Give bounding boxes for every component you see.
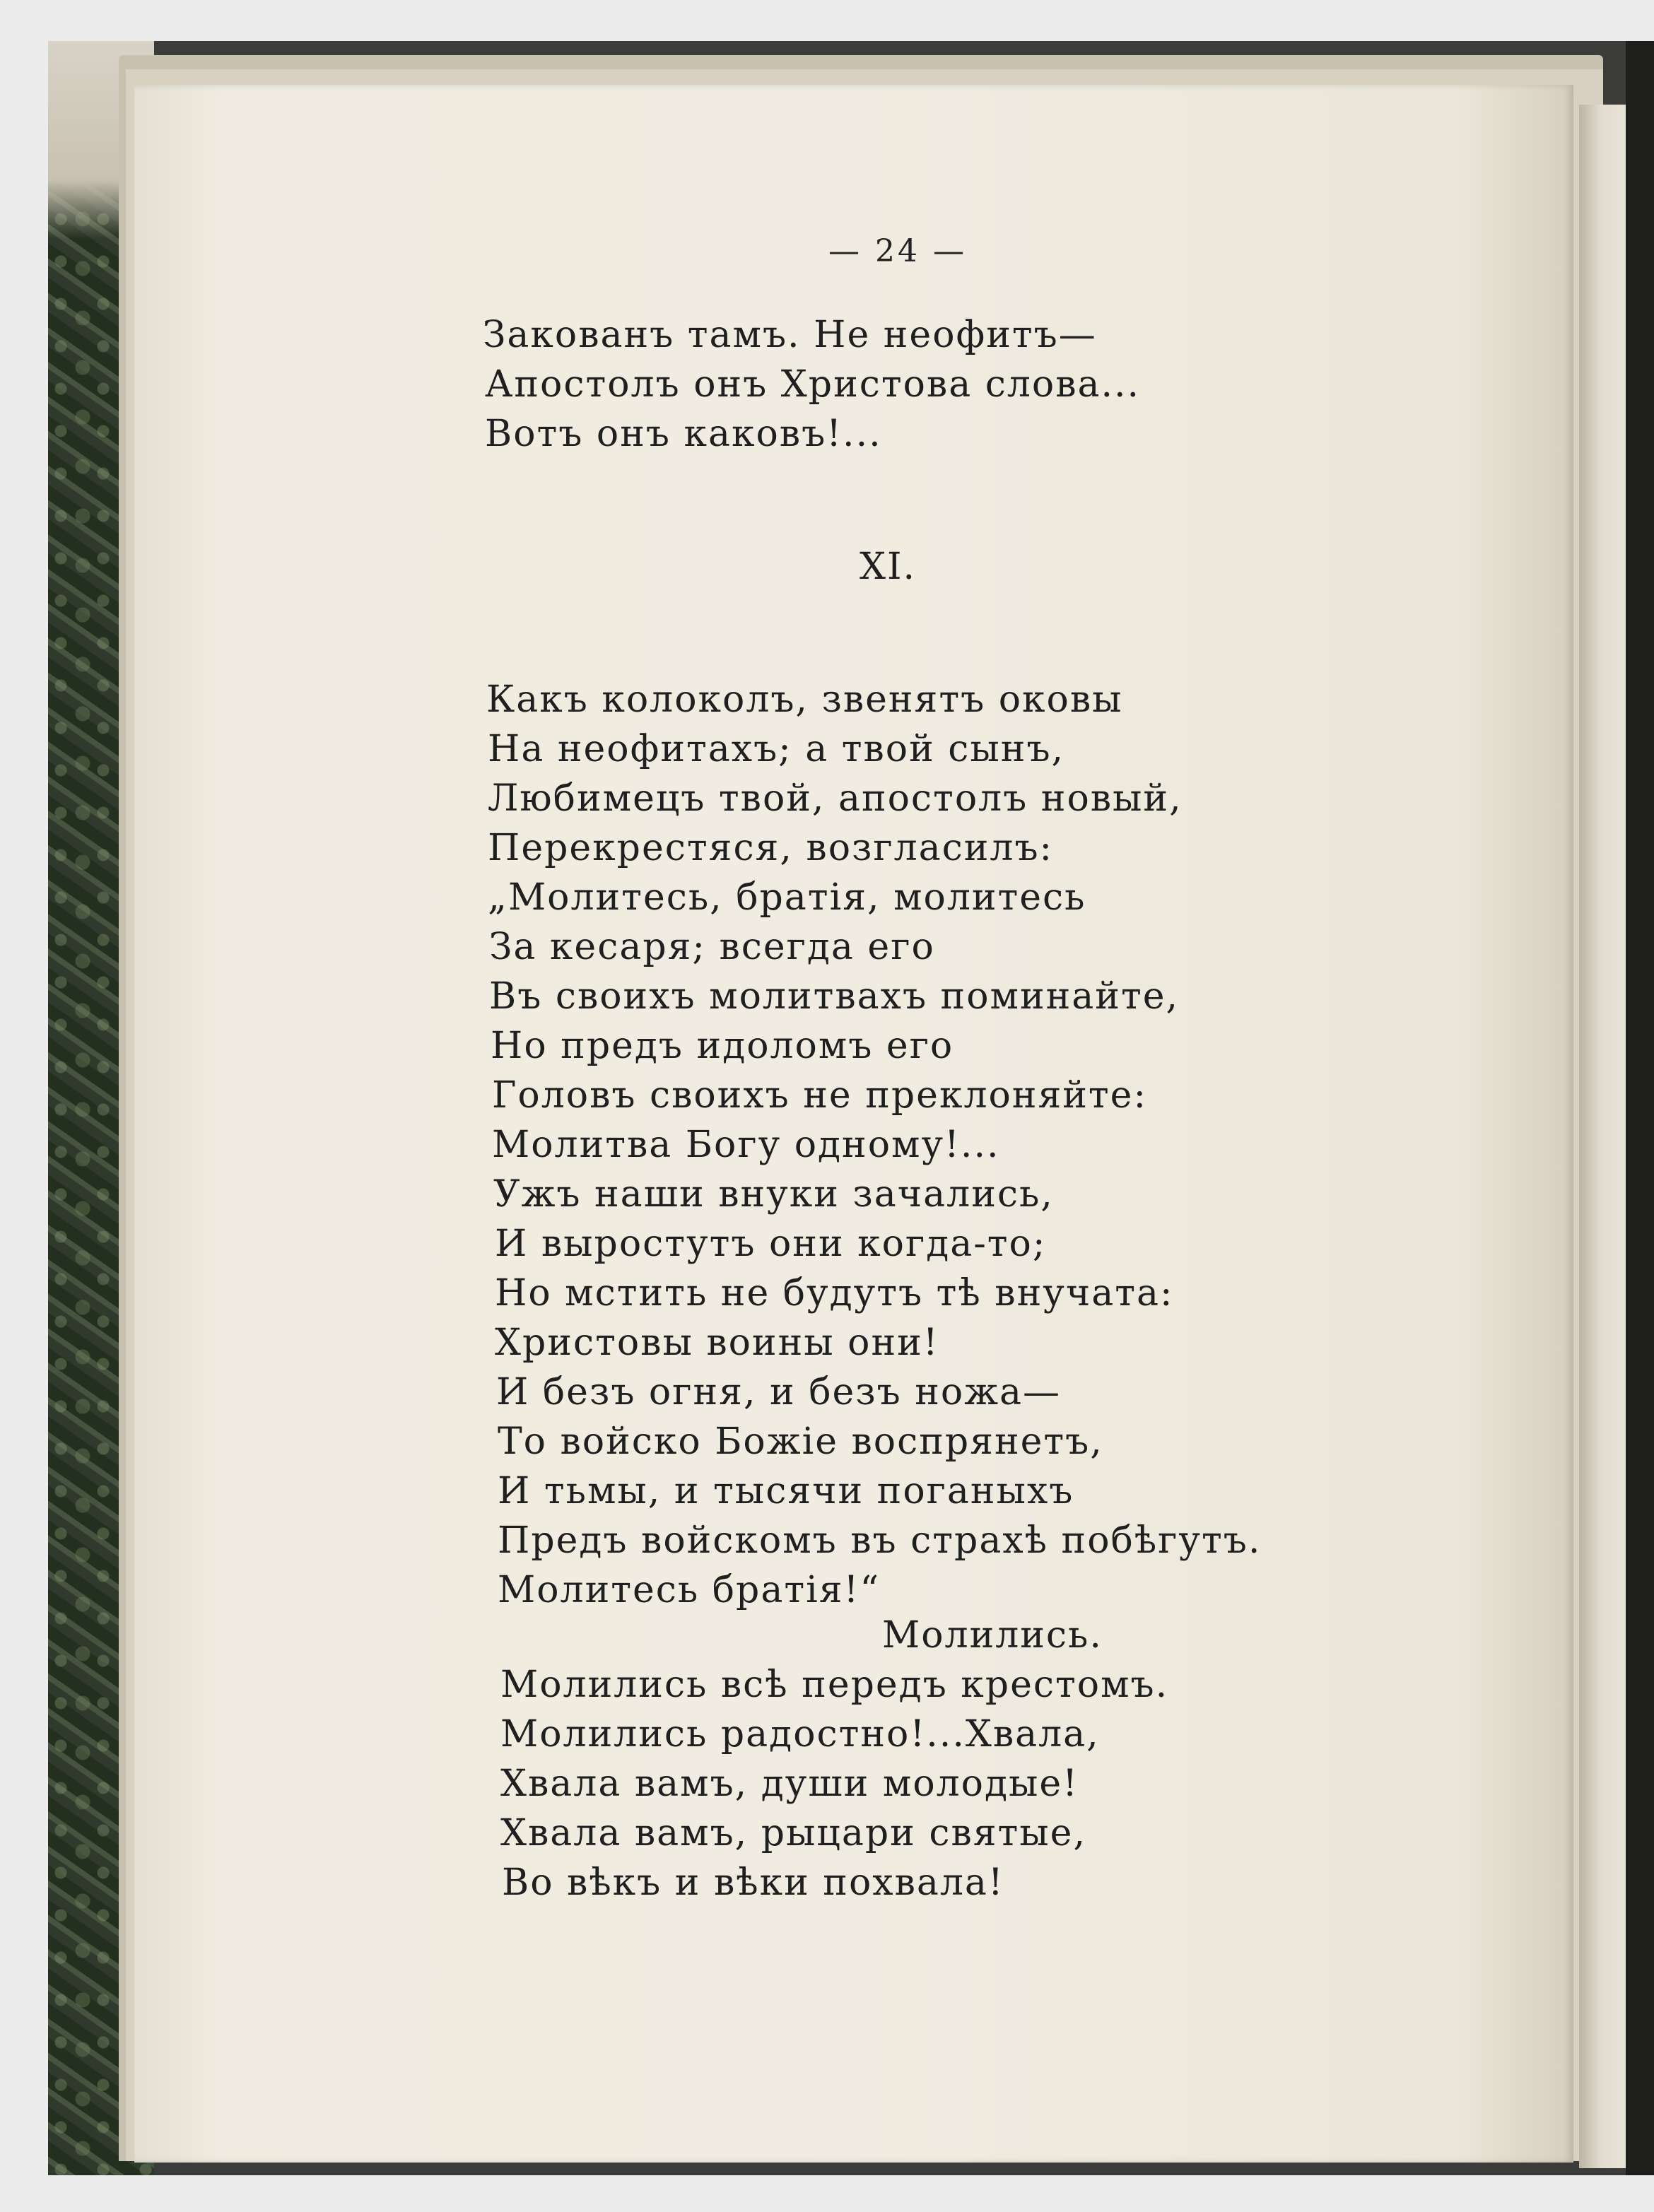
poem-line: Предъ войскомъ въ страхѣ побѣгутъ.: [498, 1519, 1262, 1562]
intro-line: Закованъ тамъ. Не неофитъ—: [483, 314, 1097, 356]
closing-line: Молились радостно!...Хвала,: [500, 1713, 1100, 1755]
poem-line: Молитва Богу одному!...: [492, 1124, 1000, 1166]
poem-line: То войско Божіе воспрянетъ,: [498, 1420, 1103, 1463]
poem-line: Ужъ наши внуки зачались,: [493, 1173, 1054, 1216]
poem-line: И выростутъ они когда-то;: [495, 1223, 1047, 1265]
closing-line: Молились всѣ передъ крестомъ.: [500, 1664, 1169, 1706]
poem-line: Молитесь братія!“: [498, 1569, 881, 1611]
poem-line: На неофитахъ; а твой сынъ,: [488, 728, 1065, 770]
poem-line: Любимецъ твой, апостолъ новый,: [488, 777, 1183, 820]
intro-line: Апостолъ онъ Христова слова...: [485, 363, 1141, 406]
poem-line: Но предъ идоломъ его: [491, 1025, 954, 1067]
poem-line: За кесаря; всегда его: [489, 926, 935, 968]
section-title: XI.: [860, 546, 917, 588]
page-number: — 24 —: [828, 233, 967, 269]
poem-line: Но мстить не будутъ тѣ внучата:: [495, 1272, 1174, 1314]
poem-line: Въ своихъ молитвахъ поминайте,: [489, 975, 1180, 1018]
closing-line: Во вѣкъ и вѣки похвала!: [502, 1861, 1004, 1904]
poem-line: И тьмы, и тысячи поганыхъ: [498, 1470, 1074, 1512]
closing-line: Хвала вамъ, рыцари святые,: [500, 1812, 1086, 1854]
poem-line: Христовы воины они!: [495, 1322, 939, 1364]
closing-line: Хвала вамъ, души молодые!: [500, 1763, 1079, 1805]
indented-line: Молились.: [882, 1614, 1103, 1657]
poem-line: Перекрестяся, возгласилъ:: [488, 827, 1054, 869]
poem-line: „Молитесь, братія, молитесь: [488, 876, 1086, 919]
poem-line: И безъ огня, и безъ ножа—: [496, 1371, 1062, 1413]
intro-line: Вотъ онъ каковъ!...: [485, 413, 882, 455]
scan-border-right: [1626, 41, 1654, 2175]
poem-line: Головъ своихъ не преклоняйте:: [492, 1074, 1147, 1117]
poem-line: Какъ колоколъ, звенятъ оковы: [486, 678, 1123, 721]
